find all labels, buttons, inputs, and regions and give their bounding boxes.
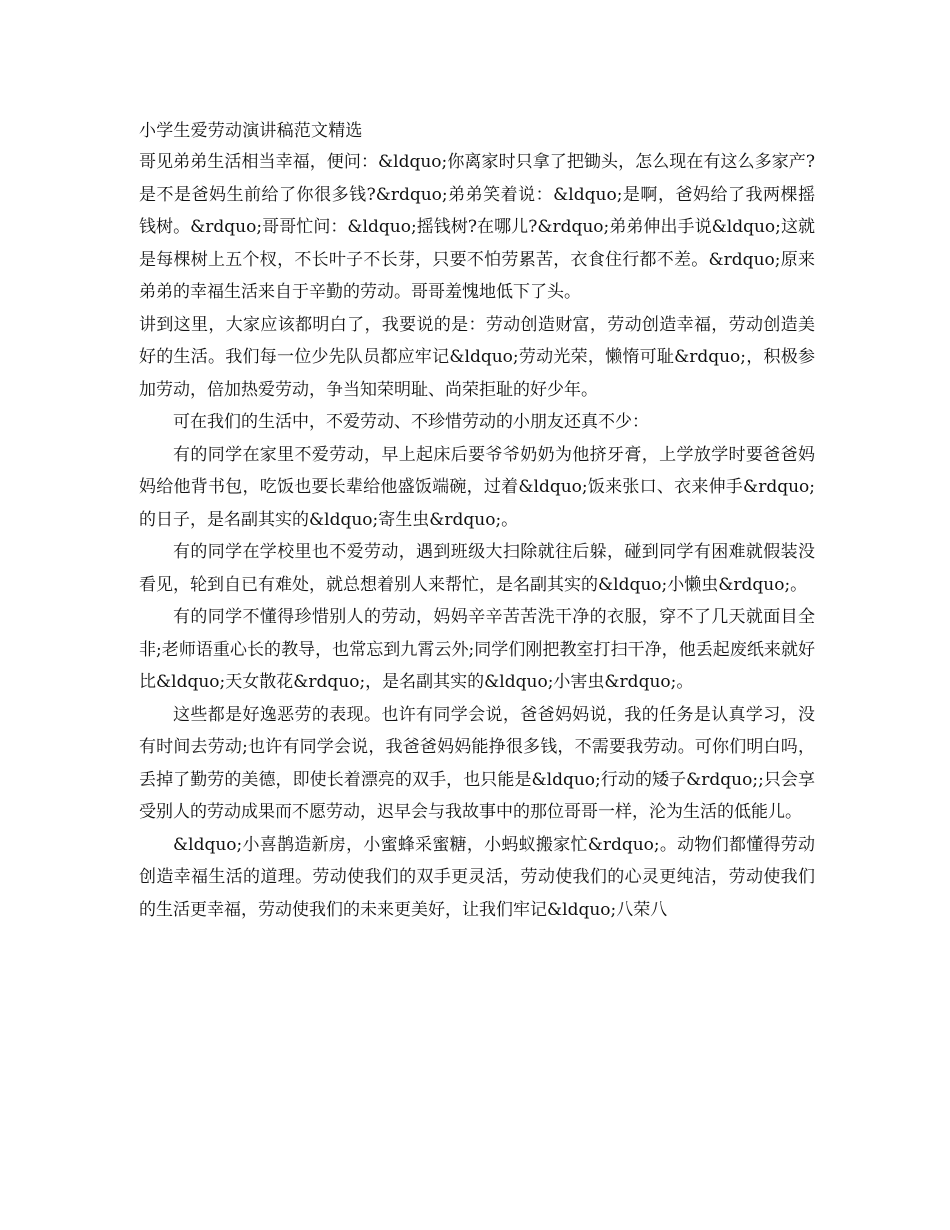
paragraph-8: &ldquo;小喜鹊造新房，小蜜蜂采蜜糖，小蚂蚁搬家忙&rdquo;。动物们都懂得劳动创造幸福生活的道理。劳动使我们的双手更灵活，劳动使我们的心灵更纯洁，劳动使我们的生活更幸福，劳动使我们的未来更美好，让我们牢记&ldquo;八荣八 — [139, 834, 815, 920]
document-title: 小学生爱劳动演讲稿范文精选 — [139, 121, 363, 141]
paragraph-2: 讲到这里，大家应该都明白了，我要说的是：劳动创造财富，劳动创造幸福，劳动创造美好的生活。我们每一位少先队员都应牢记&ldquo;劳动光荣，懒惰可耻&rdquo;，积极参加劳动，倍加热爱劳动，争当知荣明耻、尚荣拒耻的好少年。 — [139, 314, 815, 400]
paragraph-7: 这些都是好逸恶劳的表现。也许有同学会说，爸爸妈妈说，我的任务是认真学习，没有时间去劳动;也许有同学会说，我爸爸妈妈能挣很多钱，不需要我劳动。可你们明白吗，丢掉了勤劳的美德，即使长着漂亮的双手，也只能是&ldquo;行动的矮子&rdquo;;只会享受别人的劳动成果而不愿劳动，迟早会与我故事中的那位哥哥一样，沦为生活的低能儿。 — [139, 704, 815, 822]
paragraph-6: 有的同学不懂得珍惜别人的劳动，妈妈辛辛苦苦洗干净的衣服，穿不了几天就面目全非;老师语重心长的教导，也常忘到九霄云外;同学们刚把教室打扫干净，他丢起废纸来就好比&ldquo;天女散花&rdquo;，是名副其实的&ldquo;小害虫&rdquo;。 — [139, 607, 815, 692]
paragraph-1: 哥见弟弟生活相当幸福，便问：&ldquo;你离家时只拿了把锄头，怎么现在有这么多家产?是不是爸妈生前给了你很多钱?&rdquo;弟弟笑着说：&ldquo;是啊，爸妈给了我两棵摇钱树。&rdquo;哥哥忙问：&ldquo;摇钱树?在哪儿?&rdquo;弟弟伸出手说&ldquo;这就是每棵树上五个杈，不长叶子不长芽，只要不怕劳累苦，衣食住行都不差。&rdquo;原来弟弟的幸福生活来自于辛勤的劳动。哥哥羞愧地低下了头。 — [139, 152, 815, 302]
document-body — [139, 116, 815, 926]
paragraph-5: 有的同学在学校里也不爱劳动，遇到班级大扫除就往后躲，碰到同学有困难就假装没看见，轮到自已有难处，就总想着别人来帮忙，是名副其实的&ldquo;小懒虫&rdquo;。 — [139, 542, 815, 595]
paragraph-3: 可在我们的生活中，不爱劳动、不珍惜劳动的小朋友还真不少： — [173, 412, 649, 432]
paragraph-4: 有的同学在家里不爱劳动，早上起床后要爷爷奶奶为他挤牙膏，上学放学时要爸爸妈妈给他背书包，吃饭也要长辈给他盛饭端碗，过着&ldquo;饭来张口、衣来伸手&rdquo;的日子，是名副其实的&ldquo;寄生虫&rdquo;。 — [139, 444, 815, 530]
